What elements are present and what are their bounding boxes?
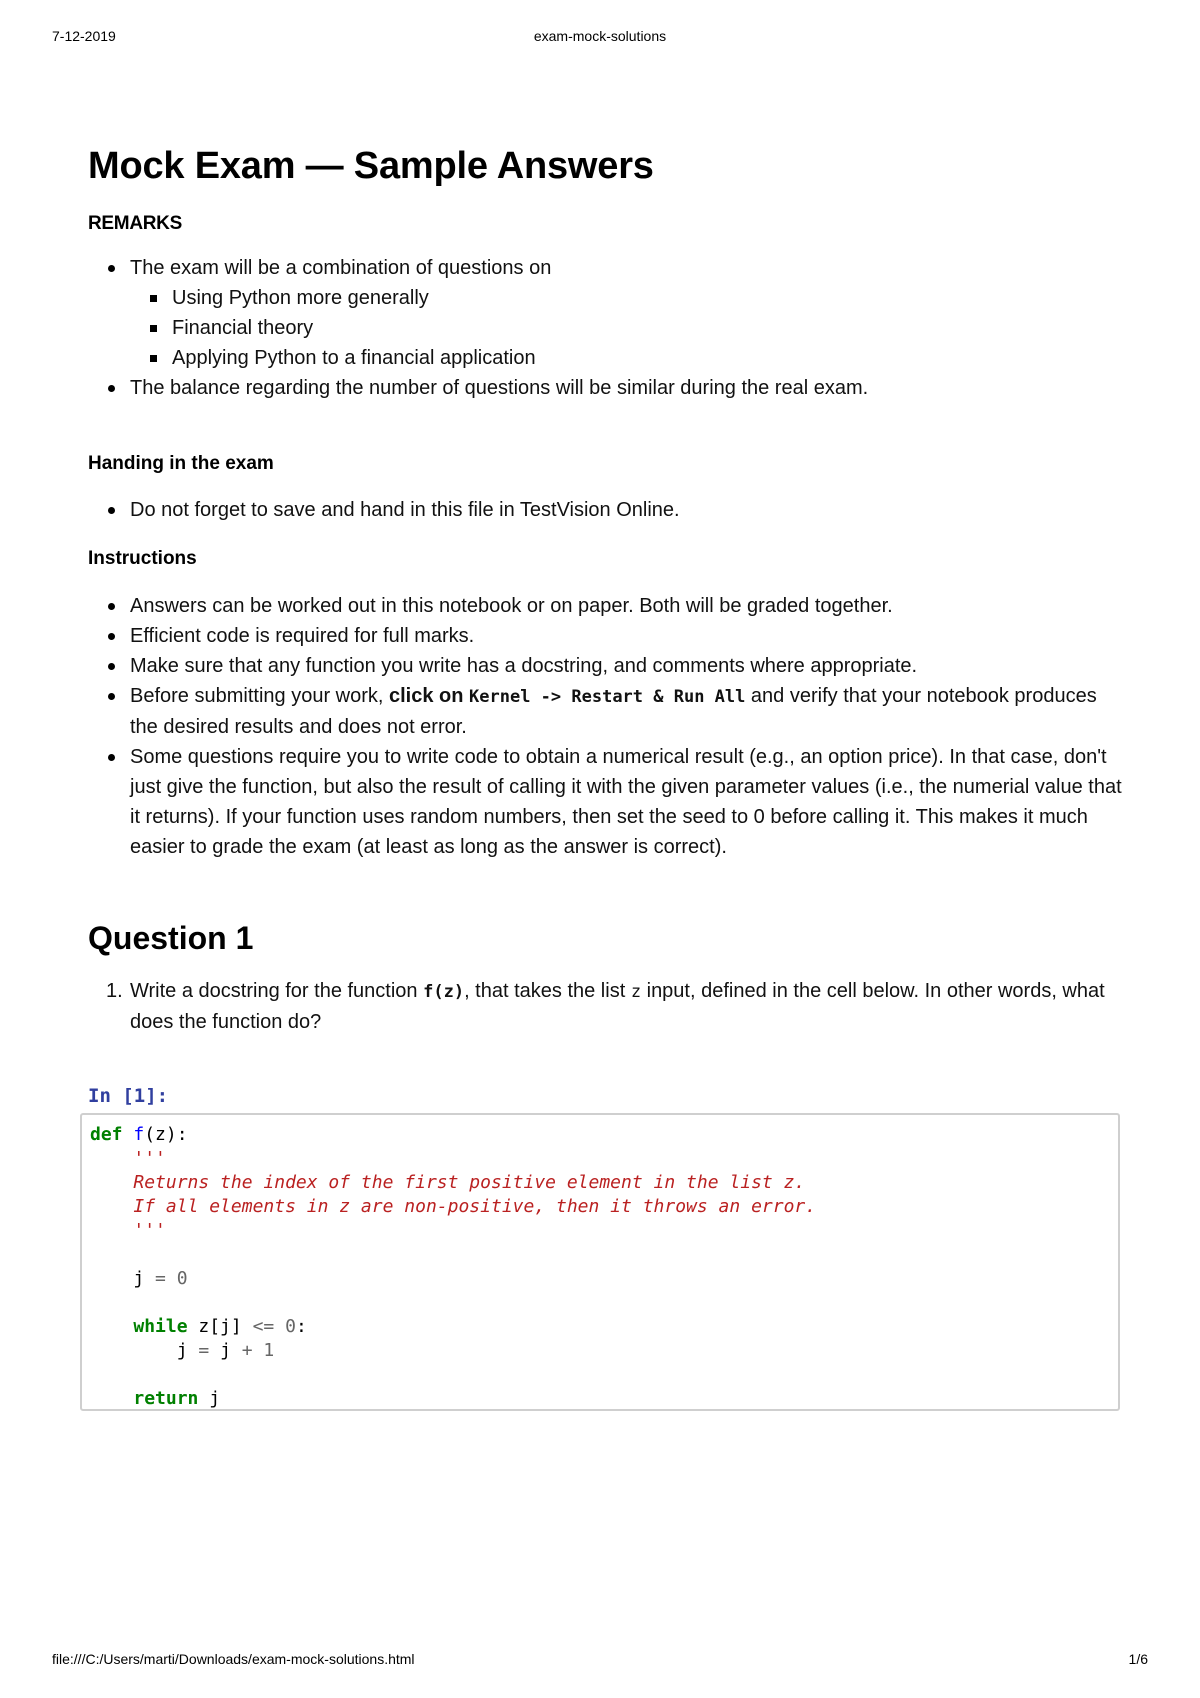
list-code: z — [630, 981, 642, 1002]
instructions-list — [88, 591, 1128, 862]
code-cell[interactable] — [80, 1113, 1120, 1411]
list-item: Efficient code is required for full marks. — [88, 621, 1128, 651]
remarks-heading: REMARKS — [88, 213, 182, 235]
page-title: Mock Exam — Sample Answers — [88, 145, 654, 187]
file-path: file:///C:/Users/marti/Downloads/exam-mock-solutions.html — [52, 1651, 415, 1667]
print-footer — [52, 1651, 1148, 1671]
instruction-text: and verify that your notebook produces the desired results and does not error. — [130, 685, 1097, 739]
operator: <= — [252, 1315, 275, 1337]
operator: + — [230, 1339, 264, 1361]
list-item: Financial theory — [130, 313, 1128, 343]
docstring-quote: ''' — [133, 1147, 166, 1169]
list-item: Answers can be worked out in this notebook or on paper. Both will be graded together. — [88, 591, 1128, 621]
number-literal: 0 — [274, 1315, 296, 1337]
cell-prompt: In [1]: — [88, 1084, 169, 1107]
list-item — [88, 976, 1128, 1037]
instruction-text: Before submitting your work, — [130, 685, 389, 708]
function-name: f — [133, 1123, 145, 1145]
signature: (z): — [144, 1123, 188, 1145]
colon: : — [295, 1315, 307, 1337]
docstring-line: Returns the index of the first positive element in the list z. — [133, 1171, 806, 1193]
item-number: 1. — [106, 979, 123, 1002]
condition: z[j] — [187, 1315, 253, 1337]
list-item: Do not forget to save and hand in this file in TestVision Online. — [88, 495, 1128, 525]
code-line — [90, 1171, 1110, 1195]
remarks-item-1: The exam will be a combination of questions on — [130, 257, 552, 280]
list-item — [88, 253, 1128, 373]
question-text: input, defined in the cell below. In other words, what does the function do? — [130, 979, 1105, 1033]
code-line — [90, 1363, 1110, 1387]
variable: j — [176, 1339, 188, 1361]
question-1-heading: Question 1 — [88, 920, 254, 957]
code-line — [90, 1123, 1110, 1147]
question-text: , that takes the list — [464, 979, 631, 1002]
list-item: Using Python more generally — [130, 283, 1128, 313]
docstring-line: If all elements in z are non-positive, then it throws an error. — [133, 1195, 817, 1217]
code-line — [90, 1147, 1110, 1171]
handing-in-heading: Handing in the exam — [88, 453, 274, 475]
code-line — [90, 1387, 1110, 1411]
docstring-quote: ''' — [133, 1219, 166, 1241]
list-item: Applying Python to a financial application — [130, 343, 1128, 373]
question-1-list — [88, 976, 1128, 1037]
list-item: Make sure that any function you write has a docstring, and comments where appropriate. — [88, 651, 1128, 681]
list-item: Some questions require you to write code to obtain a numerical result (e.g., an option price). In that case, don't just give the function, but also the result of calling it with the given parameter values (i.e., the numerial value that it returns). If your function uses random numbers, then set the seed to 0 before calling it. This makes it much easier to grade the exam (at least as long as the answer is correct). — [88, 742, 1128, 862]
variable: j — [220, 1339, 231, 1361]
number-literal: 0 — [176, 1267, 188, 1289]
operator: = — [187, 1339, 221, 1361]
print-header — [52, 28, 1148, 48]
code-line — [90, 1267, 1110, 1291]
instruction-click-text: click on — [389, 685, 470, 708]
variable: j — [133, 1267, 145, 1289]
code-line — [90, 1315, 1110, 1339]
notebook-content — [88, 130, 1128, 1411]
page-number: 1/6 — [1128, 1651, 1148, 1667]
print-doc-name: exam-mock-solutions — [533, 28, 667, 44]
list-item — [88, 681, 1128, 742]
function-code: f(z) — [423, 981, 465, 1002]
code-line — [90, 1219, 1110, 1243]
number-literal: 1 — [263, 1339, 275, 1361]
code-line — [90, 1195, 1110, 1219]
code-line — [90, 1339, 1110, 1363]
code-line — [90, 1291, 1110, 1315]
variable: j — [198, 1387, 221, 1409]
kernel-restart-code: Kernel -> Restart & Run All — [469, 687, 746, 708]
question-text: Write a docstring for the function — [130, 979, 424, 1002]
keyword-def: def — [90, 1123, 123, 1145]
keyword-while: while — [133, 1315, 188, 1337]
code-line — [90, 1243, 1110, 1267]
operator: = — [144, 1267, 177, 1289]
remarks-sublist — [130, 283, 1128, 373]
print-date: 7-12-2019 — [52, 28, 116, 44]
list-item: The balance regarding the number of questions will be similar during the real exam. — [88, 373, 1128, 403]
instructions-heading: Instructions — [88, 548, 197, 570]
remarks-list — [88, 253, 1128, 403]
keyword-return: return — [133, 1387, 199, 1409]
handing-in-list — [88, 495, 1128, 525]
